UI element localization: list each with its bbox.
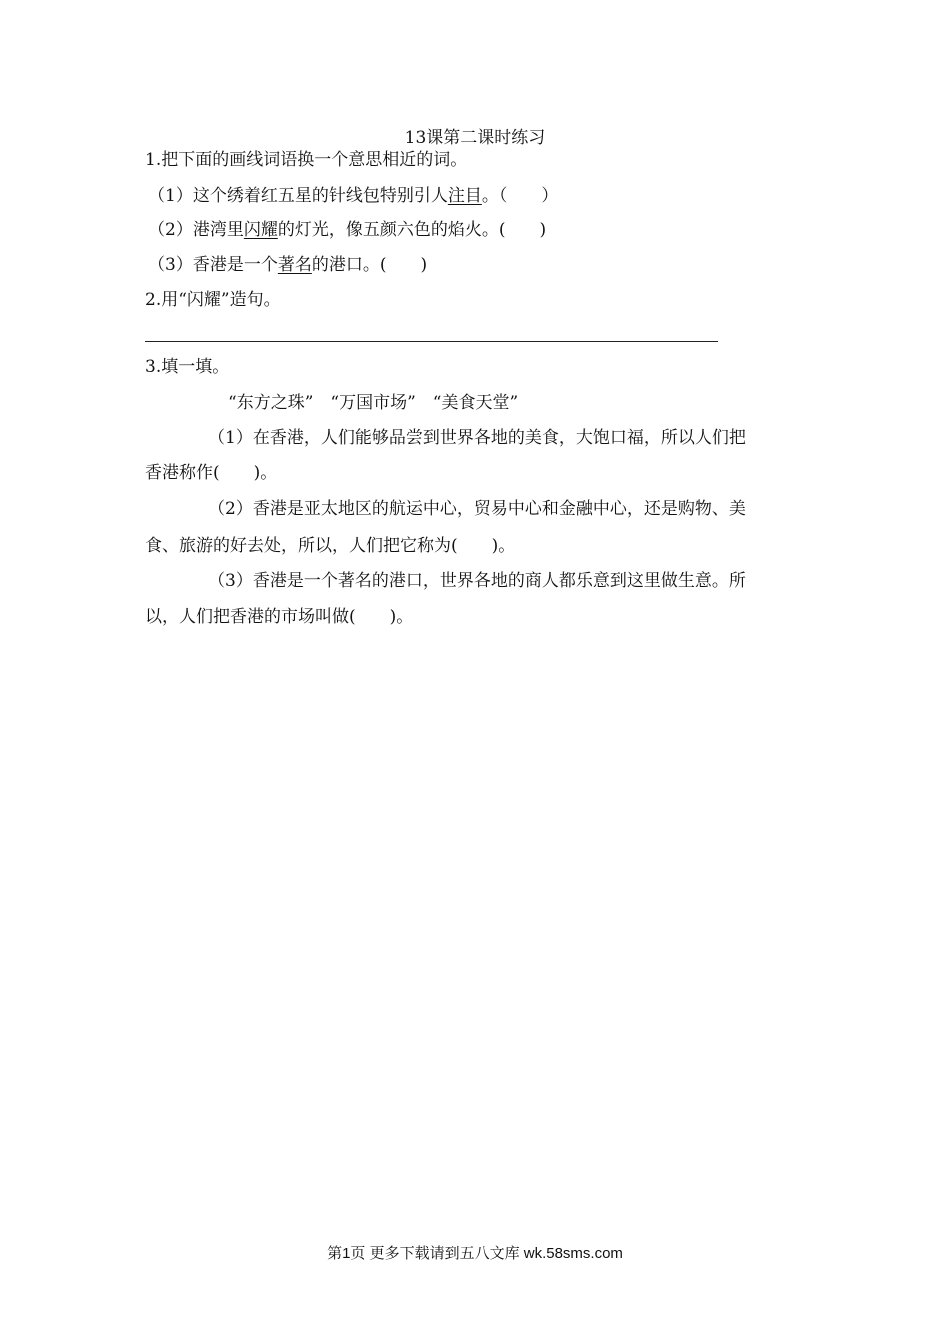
question-3-prompt: 3.填一填。: [145, 357, 230, 377]
question-3-item-1-line-2: 香港称作( )。: [145, 463, 278, 483]
answer-line: [145, 341, 718, 342]
item-text-after: 。（ ）: [481, 186, 559, 206]
item-text-after: 的港口。( ): [311, 255, 428, 275]
question-3-item-2-line-1: （2）香港是亚太地区的航运中心，贸易中心和金融中心，还是购物、美: [208, 499, 746, 519]
underlined-word: 注目: [447, 186, 482, 206]
page-title: 13课第二课时练习: [404, 128, 546, 148]
underlined-word: 闪耀: [243, 220, 278, 240]
item-text-before: （2）港湾里: [148, 220, 244, 240]
question-3-item-3-line-1: （3）香港是一个著名的港口，世界各地的商人都乐意到这里做生意。所: [208, 571, 746, 591]
question-3-item-1-line-1: （1）在香港，人们能够品尝到世界各地的美食，大饱口福，所以人们把: [208, 428, 746, 448]
question-1-prompt: 1.把下面的画线词语换一个意思相近的词。: [145, 150, 468, 170]
item-text-after: 的灯光，像五颜六色的焰火。( ): [277, 220, 547, 240]
item-text-before: （3）香港是一个: [148, 255, 278, 275]
question-1-item-2: [148, 218, 546, 242]
item-text-before: （1）这个绣着红五星的针线包特别引人: [148, 186, 448, 206]
page-footer: 第1页 更多下载请到五八文库 wk.58sms.com: [327, 1245, 623, 1262]
question-3-item-2-line-2: 食、旅游的好去处，所以，人们把它称为( )。: [145, 536, 516, 556]
question-3-item-3-line-2: 以，人们把香港的市场叫做( )。: [145, 607, 414, 627]
question-1-item-3: [148, 253, 427, 277]
answer-options: “东方之珠” “万国市场” “美食天堂”: [228, 393, 519, 413]
question-2-prompt: 2.用“闪耀”造句。: [145, 290, 281, 310]
underlined-word: 著名: [277, 255, 312, 275]
question-1-item-1: [148, 184, 558, 208]
